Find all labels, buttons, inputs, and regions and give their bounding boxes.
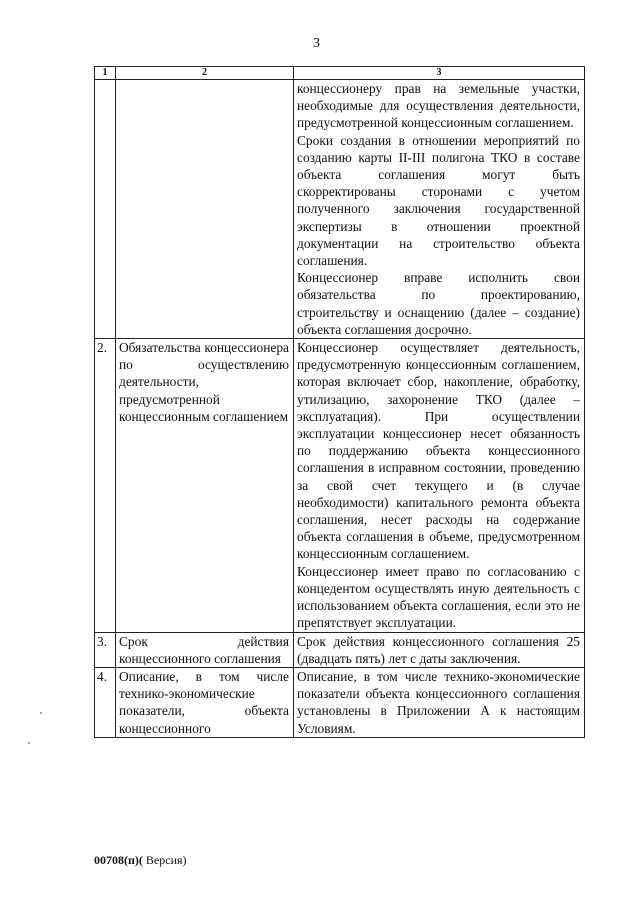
row-number: 4. bbox=[95, 667, 116, 737]
content-paragraph: Описание, в том числе технико-экономические показатели объекта концессионного соглашения установлены в Приложении А к настоящим Условиям. bbox=[297, 668, 580, 736]
row-label bbox=[116, 80, 294, 339]
row-number: 2. bbox=[95, 339, 116, 632]
page-number: 3 bbox=[313, 36, 320, 51]
column-header-2: 2 bbox=[116, 67, 294, 80]
row-number bbox=[95, 80, 116, 339]
row-number: 3. bbox=[95, 632, 116, 667]
row-content bbox=[294, 339, 585, 632]
conditions-table bbox=[94, 66, 585, 738]
document-version-footer bbox=[94, 853, 187, 868]
row-label: Обязательства концессионера по осуществлению деятельности, предусмотренной концессионным соглашением bbox=[116, 339, 294, 632]
row-content bbox=[294, 667, 585, 737]
row-content bbox=[294, 632, 585, 667]
row-label: Описание, в том числе технико-экономические показатели, объекта концессионного bbox=[116, 667, 294, 737]
table-row bbox=[95, 632, 585, 667]
content-paragraph: Срок действия концессионного соглашения 25 (двадцать пять) лет с даты заключения. bbox=[297, 633, 580, 666]
document-code: 00708(п)( bbox=[94, 853, 143, 867]
content-paragraph: Концессионер имеет право по согласованию с концедентом осуществлять иную деятельность с использованием объекта соглашения, если это не препятствует эксплуатации. bbox=[297, 563, 580, 631]
column-header-3: 3 bbox=[294, 67, 585, 80]
content-paragraph: Сроки создания в отношении мероприятий по созданию карты II-III полигона ТКО в составе объекта соглашения могут быть скорректированы сторонами с учетом полученного заключения государственной экспертизы в отношении проектной документации на строительство объекта соглашения. bbox=[297, 132, 580, 269]
column-header-1: 1 bbox=[95, 67, 116, 80]
table-header-row bbox=[95, 67, 585, 80]
content-paragraph: Концессионер вправе исполнить свои обязательства по проектированию, строительству и оснащению (далее – создание) объекта соглашения досрочно. bbox=[297, 270, 580, 337]
row-content bbox=[294, 80, 585, 339]
content-paragraph: концессионеру прав на земельные участки, необходимые для осуществления деятельности, предусмотренной концессионным соглашением. bbox=[297, 81, 580, 131]
scan-speck bbox=[28, 742, 30, 744]
document-version: Версия) bbox=[142, 853, 187, 867]
content-paragraph: Концессионер осуществляет деятельность, предусмотренную концессионным соглашением, которая включает сбор, накопление, обработку, утилизацию, захоронение ТКО (далее – эксплуатация). При осуществлении эксплуатации концессионер несет обязанность по поддержанию объекта концессионного соглашения в исправном состоянии, проведению за свой счет текущего и (в случае необходимости) капитального ремонта объекта соглашения, несет расходы на содержание объекта соглашения в объеме, предусмотренном концессионным соглашением. bbox=[297, 340, 580, 562]
row-label: Срок действия концессионного соглашения bbox=[116, 632, 294, 667]
table-row bbox=[95, 339, 585, 632]
table-row bbox=[95, 667, 585, 737]
table-row bbox=[95, 80, 585, 339]
scan-speck bbox=[40, 712, 42, 714]
